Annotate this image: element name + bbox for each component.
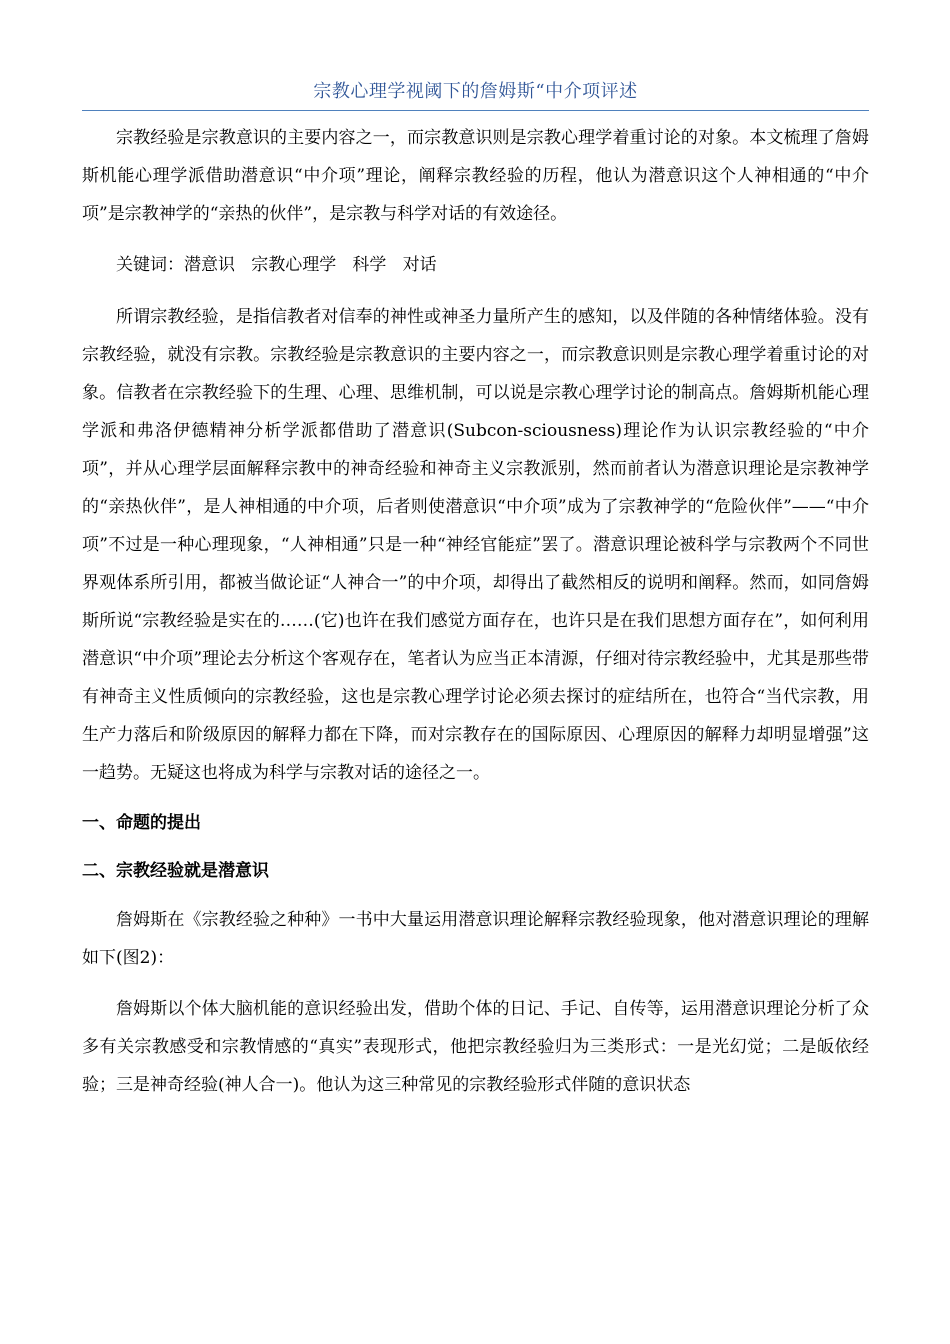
header-title: 宗教心理学视阈下的詹姆斯“中介项评述 [313,81,638,102]
running-header [82,80,869,111]
intro-paragraph: 所谓宗教经验，是指信教者对信奉的神性或神圣力量所产生的感知，以及伴随的各种情绪体验。没有宗教经验，就没有宗教。宗教经验是宗教意识的主要内容之一，而宗教意识则是宗教心理学着重讨论的对象。信教者在宗教经验下的生理、心理、思维机制，可以说是宗教心理学讨论的制高点。詹姆斯机能心理学派和弗洛伊德精神分析学派都借助了潜意识(Subcon-sciousness)理论作为认识宗教经验的“中介项”，并从心理学层面解释宗教中的神奇经验和神奇主义宗教派别，然而前者认为潜意识理论是宗教神学的“亲热伙伴”，是人神相通的中介项，后者则使潜意识“中介项”成为了宗教神学的“危险伙伴”——“中介项”不过是一种心理现象，“人神相通”只是一种“神经官能症”罢了。潜意识理论被科学与宗教两个不同世界观体系所引用，都被当做论证“人神合一”的中介项，却得出了截然相反的说明和阐释。然而，如同詹姆斯所说“宗教经验是实在的……(它)也许在我们感觉方面存在，也许只是在我们思想方面存在”，如何利用潜意识“中介项”理论去分析这个客观存在，笔者认为应当正本清源，仔细对待宗教经验中，尤其是那些带有神奇主义性质倾向的宗教经验，这也是宗教心理学讨论必须去探讨的症结所在，也符合“当代宗教，用生产力落后和阶级原因的解释力都在下降，而对宗教存在的国际原因、心理原因的解释力却明显增强”这一趋势。无疑这也将成为科学与宗教对话的途径之一。 [82,307,869,783]
section-heading-2: 二、宗教经验就是潜意识 [82,861,269,881]
keywords-line: 关键词：潜意识 宗教心理学 科学 对话 [116,255,437,275]
body-paragraph-1: 詹姆斯在《宗教经验之种种》一书中大量运用潜意识理论解释宗教经验现象，他对潜意识理论的理解如下(图2)： [82,910,869,968]
body-paragraph-2: 詹姆斯以个体大脑机能的意识经验出发，借助个体的日记、手记、自传等，运用潜意识理论分析了众多有关宗教感受和宗教情感的“真实”表现形式，他把宗教经验归为三类形式：一是光幻觉；二是皈依经验；三是神奇经验(神人合一)。他认为这三种常见的宗教经验形式伴随的意识状态 [82,999,869,1095]
section-heading-1: 一、命题的提出 [82,813,201,833]
document-body [82,119,869,1117]
abstract-paragraph: 宗教经验是宗教意识的主要内容之一，而宗教意识则是宗教心理学着重讨论的对象。本文梳理了詹姆斯机能心理学派借助潜意识“中介项”理论，阐释宗教经验的历程，他认为潜意识这个人神相通的“中介项”是宗教神学的“亲热的伙伴”，是宗教与科学对话的有效途径。 [82,128,869,224]
